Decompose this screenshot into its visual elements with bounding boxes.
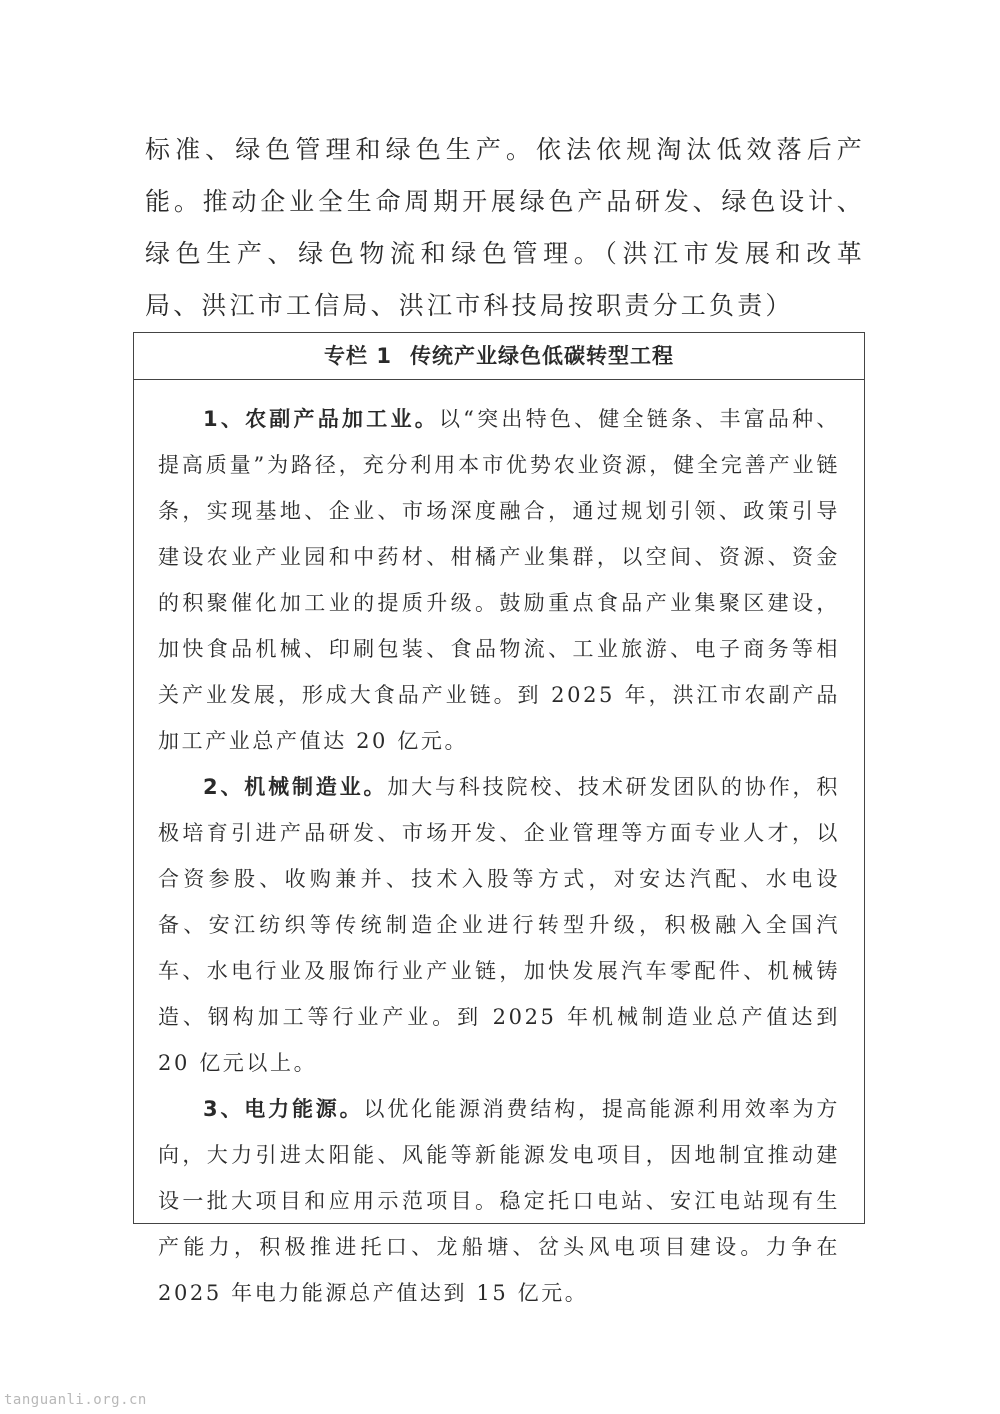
item-heading: 3、电力能源。	[203, 1097, 364, 1121]
intro-paragraph: 标准、绿色管理和绿色生产。依法依规淘汰低效落后产能。推动企业全生命周期开展绿色产品研发、绿色设计、绿色生产、绿色物流和绿色管理。（洪江市发展和改革局、洪江市工信局、洪江市科技局按职责分工负责）	[145, 135, 865, 320]
item-power-energy	[158, 1086, 840, 1316]
box-title-text: 传统产业绿色低碳转型工程	[409, 344, 674, 368]
item-heading: 2、机械制造业。	[203, 775, 388, 799]
item-heading: 1、农副产品加工业。	[203, 407, 439, 431]
item-text: 加大与科技院校、技术研发团队的协作，积极培育引进产品研发、市场开发、企业管理等方面专业人才，以合资参股、收购兼并、技术入股等方式，对安达汽配、水电设备、安江纺织等传统制造企业进行转型升级，积极融入全国汽车、水电行业及服饰行业产业链，加快发展汽车零配件、机械铸造、钢构加工等行业产业。到 2025 年机械制造业总产值达到 20 亿元以上。	[158, 775, 840, 1075]
item-agri-processing	[158, 396, 840, 764]
box-title-number: 专栏 1	[324, 344, 392, 368]
watermark-text: tanguanli.org.cn	[4, 1392, 147, 1408]
item-machinery	[158, 764, 840, 1086]
box-title	[134, 333, 864, 380]
item-text: 以优化能源消费结构，提高能源利用效率为方向，大力引进太阳能、风能等新能源发电项目，因地制宜推动建设一批大项目和应用示范项目。稳定托口电站、安江电站现有生产能力，积极推进托口、龙船塘、岔头风电项目建设。力争在 2025 年电力能源总产值达到 15 亿元。	[158, 1097, 841, 1305]
special-column-box	[133, 332, 865, 1305]
box-body	[134, 380, 864, 1316]
item-text: 以“突出特色、健全链条、丰富品种、提高质量”为路径，充分利用本市优势农业资源，健全完善产业链条，实现基地、企业、市场深度融合，通过规划引领、政策引导建设农业产业园和中药材、柑橘产业集群，以空间、资源、资金的积聚催化加工业的提质升级。鼓励重点食品产业集聚区建设，加快食品机械、印刷包装、食品物流、工业旅游、电子商务等相关产业发展，形成大食品产业链。到 2025 年，洪江市农副产品加工产业总产值达 20 亿元。	[158, 407, 840, 753]
